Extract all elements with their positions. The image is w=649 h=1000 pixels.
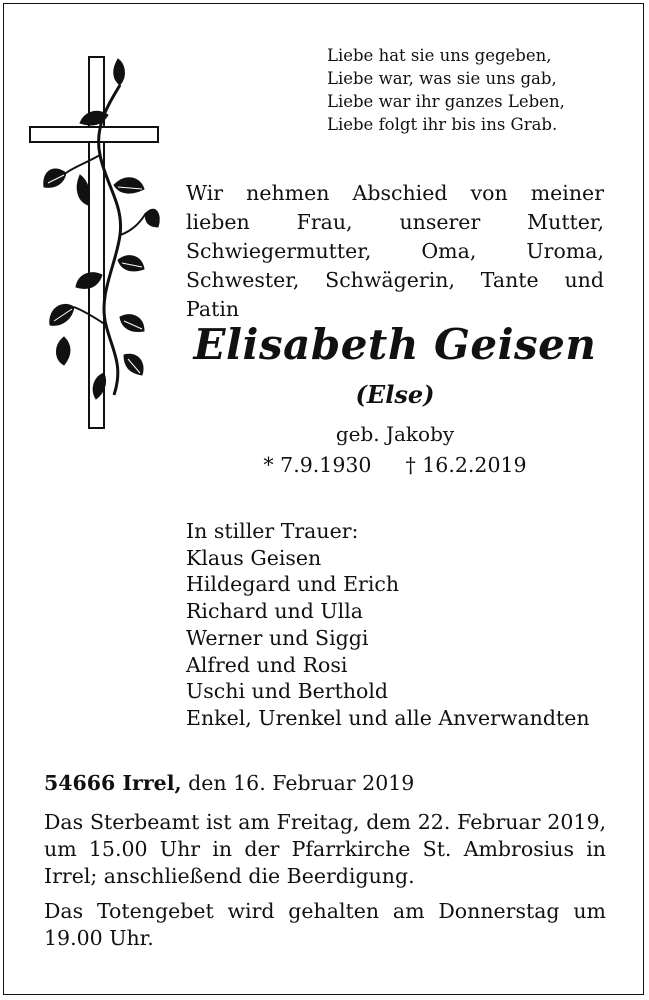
poem-line: Liebe folgt ihr bis ins Grab. [327,115,558,134]
mourner-item: Klaus Geisen [186,545,322,570]
mourner-item: Werner und Siggi [186,625,369,650]
mourner-item: Richard und Ulla [186,599,363,624]
birth-date: * 7.9.1930 [263,453,372,477]
poem-line: Liebe war ihr ganzes Leben, [327,92,565,111]
mourners-list [186,518,616,732]
mourner-item: Enkel, Urenkel und alle Anverwandten [186,705,590,730]
farewell-intro: Wir nehmen Abschied von meiner lieben Frau, unserer Mutter, Schwiegermutter, Oma, Uroma, Schwester, Schwägerin, Tante und Patin [186,181,604,321]
mourners-heading: In stiller Trauer: [186,519,359,543]
maiden-name: geb. Jakoby [335,422,455,446]
funeral-service-info: Das Sterbeamt ist am Freitag, dem 22. Februar 2019, um 15.00 Uhr in der Pfarrkirche St. Ambrosius in Irrel; anschließend die Beerdigung. [44,810,606,888]
deceased-nickname: (Else) [355,380,435,409]
place-date-line [44,770,606,797]
life-dates [186,453,604,477]
deceased-name: Elisabeth Geisen [193,320,597,369]
mourner-item: Hildegard und Erich [186,572,400,597]
poem-line: Liebe hat sie uns gegeben, [327,46,552,65]
death-date: † 16.2.2019 [405,453,527,477]
poem [327,44,627,136]
notice-date: den 16. Februar 2019 [188,771,415,795]
cross-with-ivy-icon [28,55,162,430]
mourner-item: Alfred und Rosi [186,652,348,677]
footer [44,770,606,960]
place: 54666 Irrel, [44,771,182,795]
poem-line: Liebe war, was sie uns gab, [327,69,557,88]
mourner-item: Uschi und Berthold [186,679,389,704]
prayer-info: Das Totengebet wird gehalten am Donnerstag um 19.00 Uhr. [44,899,606,950]
